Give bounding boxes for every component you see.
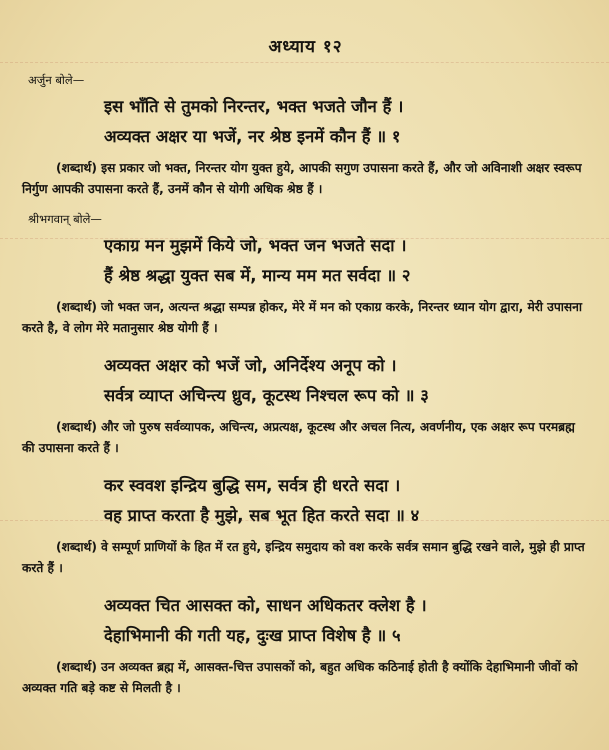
section-1 — [22, 73, 589, 200]
meaning-text: (शब्दार्थ) इस प्रकार जो भक्त, निरन्तर योग युक्त हुये, आपकी सगुण उपासना करते हैं, और जो अविनाशी अक्षर स्वरूप निर्गुण आपकी उपासना करते हैं, उनमें कौन से योगी अधिक श्रेष्ठ हैं । — [22, 161, 582, 196]
meaning-text: (शब्दार्थ) वे सम्पूर्ण प्राणियों के हित में रत हुये, इन्द्रिय समुदाय को वश करके सर्वत्र समान बुद्धि रखने वाले, मुझे ही प्राप्त करते हैं । — [22, 540, 585, 575]
verse-line: देहाभिमानी की गती यह, दुःख प्राप्त विशेष है ॥ ५ — [104, 626, 401, 645]
section-3 — [22, 351, 589, 459]
verse-line: हैं श्रेष्ठ श्रद्धा युक्त सब में, मान्य मम मत सर्वदा ॥ २ — [104, 266, 411, 285]
bleed-through-line — [0, 238, 609, 240]
verse-line: सर्वत्र व्याप्त अचिन्त्य ध्रुव, कूटस्थ निश्चल रूप को ॥ ३ — [104, 386, 429, 405]
section-5 — [22, 591, 589, 699]
verse-line: अव्यक्त अक्षर या भजें, नर श्रेष्ठ इनमें कौन हैं ॥ १ — [104, 127, 401, 146]
speaker-label: अर्जुन बोले— — [28, 73, 85, 87]
meaning-text: (शब्दार्थ) उन अव्यक्त ब्रह्म में, आसक्त-चित्त उपासकों को, बहुत अधिक कठिनाई होती है क्योंकि देहाभिमानी जीवों को अव्यक्त गति बड़े कष्ट से मिलती है । — [22, 660, 578, 695]
meaning-text: (शब्दार्थ) और जो पुरुष सर्वव्यापक, अचिन्त्य, अप्रत्यक्ष, कूटस्थ और अचल नित्य, अवर्णनीय, एक अक्षर रूप परमब्रह्म की उपासना करते हैं । — [22, 420, 575, 455]
bleed-through-line — [0, 520, 609, 522]
verse-line: वह प्राप्त करता है मुझे, सब भूत हित करते सदा ॥ ४ — [104, 506, 420, 525]
speaker-label: श्रीभगवान् बोले— — [28, 212, 102, 226]
meaning-paragraph — [22, 417, 589, 459]
meaning-paragraph — [22, 158, 589, 200]
verse-line: कर स्ववश इन्द्रिय बुद्धि सम, सर्वत्र ही धरते सदा । — [104, 476, 401, 495]
section-4 — [22, 471, 589, 579]
meaning-paragraph — [22, 657, 589, 699]
meaning-text: (शब्दार्थ) जो भक्त जन, अत्यन्त श्रद्धा सम्पन्न होकर, मेरे में मन को एकाग्र करके, निरन्तर ध्यान योग द्वारा, मेरी उपासना करते है, वे लोग मेरे मतानुसार श्रेष्ठ योगी हैं । — [22, 300, 583, 335]
meaning-paragraph — [22, 297, 589, 339]
verse-line: इस भाँति से तुमको निरन्तर, भक्त भजते जौन हैं । — [104, 97, 404, 116]
chapter-title: अध्याय १२ — [268, 37, 343, 57]
verse-line: एकाग्र मन मुझमें किये जो, भक्त जन भजते सदा । — [104, 236, 407, 255]
meaning-paragraph — [22, 537, 589, 579]
verse-line: अव्यक्त अक्षर को भजें जो, अनिर्देश्य अनूप को । — [104, 356, 397, 375]
bleed-through-line — [0, 62, 609, 64]
verse-line: अव्यक्त चित आसक्त को, साधन अधिकतर क्लेश है । — [104, 596, 427, 615]
section-2 — [22, 212, 589, 339]
